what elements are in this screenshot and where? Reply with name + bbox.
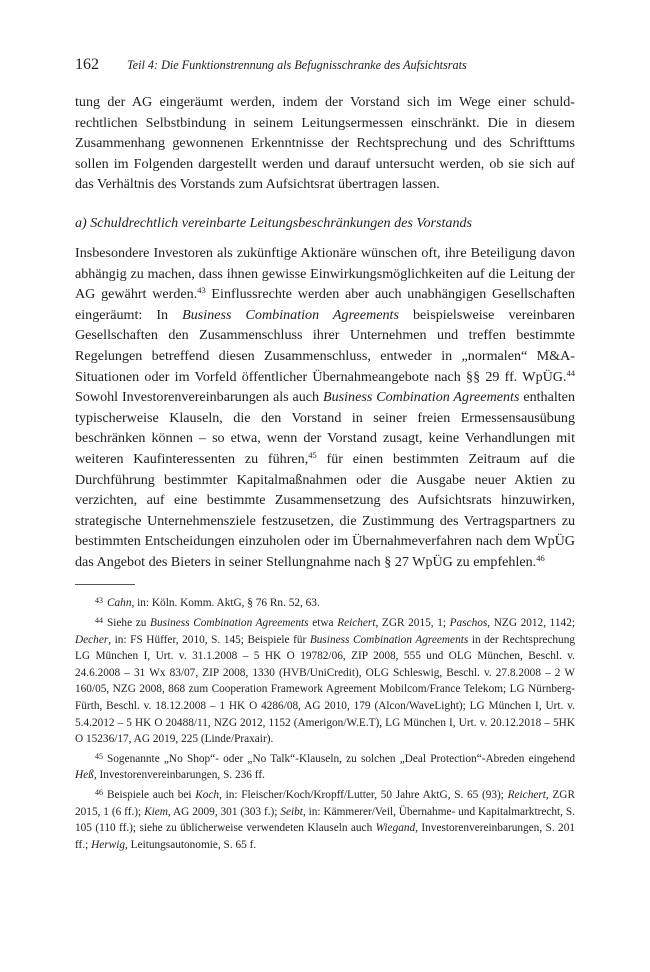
book-page	[75, 56, 575, 856]
running-header	[75, 56, 575, 78]
paragraph-investors: Insbesondere Investoren als zukünftige Aktionäre wünschen oft, ihre Beteiligung davon abhängig zu machen, dass ihnen gewisse Einwirkungsmöglichkeiten auf die Leitung der AG gewährt werden.$^{43}$ Einflussrechte werden aber auch unabhängigen Gesellschaften eingeräumt: In Business Combination Agreements beispielsweise vereinbaren Gesellschaften den Zusammenschluss ihrer Unternehmen und treffen bestimmte Regelungen betreffend diesen Zusammenschluss, entweder in „normalen“ M&A-Situationen oder im Vorfeld öffentlicher Übernahmeangebote nach §§ 29 ff. WpÜG.$^{44}$ Sowohl Investorenvereinbarungen als auch Business Combination Agreements enthalten typischerweise Klauseln, die den Vorstand in seiner freien Ermessensausübung beschränken können – so etwa, wenn der Vorstand zusagt, keine Verhandlungen mit weiteren Kaufinteressenten zu führen,$^{45}$ für einen bestimmten Zeitraum auf die Durchführung bestimmter Kapitalmaßnahmen oder die Ausgabe neuer Aktien zu verzichten, auf eine bestimmte Zusammensetzung des Aufsichtsrats hinzuwirken, strategische Unternehmensziele festzusetzen, die Zustimmung des Vertragspartners zu bestimmten Entscheidungen einzuholen oder im Übernahmeverfahren nach dem WpÜG das Angebot des Bieters in seiner Stellungnahme nach § 27 WpÜG zu empfehlen.$^{46}$	[75, 244, 576, 570]
main-text	[75, 92, 575, 572]
footnote-ref-43[interactable]: 43	[197, 285, 206, 296]
footnote-ref-46[interactable]: 46	[536, 552, 545, 563]
paragraph-continuation: tung der AG eingeräumt werden, indem der Vorstand sich im Wege einer schuldrechtlichen Selbstbindung in seinem Leitungsermessen einschränkt. Die in diesem Zusammenhang gewonnenen Erkenntnisse der Rechtsprechung und des Schrifttums sollen im Folgenden dargestellt werden und darauf untersucht werden, ob sie sich auf das Verhältnis des Vorstands zum Aufsichtsrat übertragen lassen.	[75, 94, 575, 193]
footnote-45: $^{45}$ Sogenannte „No Shop“- oder „No Talk“-Klauseln, zu solchen „Deal Protection“-Abreden eingehend Heß, Investorenvereinbarungen, S. 236 ff.	[75, 751, 575, 782]
footnote-43: $^{43}$ Cahn, in: Köln. Komm. AktG, § 76 Rn. 52, 63.	[95, 596, 320, 610]
footnote-44: $^{44}$ Siehe zu Business Combination Agreements etwa Reichert, ZGR 2015, 1; Paschos, NZG 2012, 1142; Decher, in: FS Hüffer, 2010, S. 145; Beispiele für Business Combination Agreements in der Rechtsprechung LG München I, Urt. v. 31.1.2008 – 5 HK O 19782/06, ZIP 2008, 555 und OLG München, Beschl. v. 24.6.2008 – 31 Wx 83/07, ZIP 2008, 1330 (HVB/UniCredit), OLG Schleswig, Beschl. v. 27.8.2008 – 2 W 160/05, NZG 2008, 868 zum Cooperation Framework Agreement Mobilcom/France Telekom; LG Nürnberg-Fürth, Beschl. v. 18.12.2008 – 1 HK O 4286/08, AG 2010, 179 (Alcon/WaveLight); LG München I, Urt. v. 5.4.2012 – 5 HK O 20488/11, NZG 2012, 1152 (Amerigon/W.E.T), LG München I, Urt. v. 20.12.2018 – 5HK O 15236/17, AG 2019, 225 (Linde/Praxair).	[75, 616, 575, 746]
footnote-ref-44[interactable]: 44	[566, 367, 575, 378]
page-number: 162	[75, 56, 99, 73]
footnote-ref-45[interactable]: 45	[308, 449, 317, 460]
running-title: Teil 4: Die Funktionstrennung als Befugnisschranke des Aufsichtsrats	[127, 58, 467, 72]
footnote-46: $^{46}$ Beispiele auch bei Koch, in: Fleischer/Koch/Kropff/Lutter, 50 Jahre AktG, S. 65 (93); Reichert, ZGR 2015, 1 (6 ff.); Kiem, AG 2009, 301 (303 f.); Seibt, in: Kämmerer/Veil, Übernahme- und Kapitalmarktrecht, S. 105 (110 ff.); siehe zu üblicherweise verwendeten Klauseln auch Wiegand, Investorenvereinbarungen, S. 201 ff.; Herwig, Leitungsautonomie, S. 65 f.	[75, 788, 575, 851]
section-subheading: a) Schuldrechtlich vereinbarte Leitungsbeschränkungen des Vorstands	[75, 214, 473, 231]
footnotes	[75, 595, 575, 853]
footnote-separator	[75, 584, 135, 585]
